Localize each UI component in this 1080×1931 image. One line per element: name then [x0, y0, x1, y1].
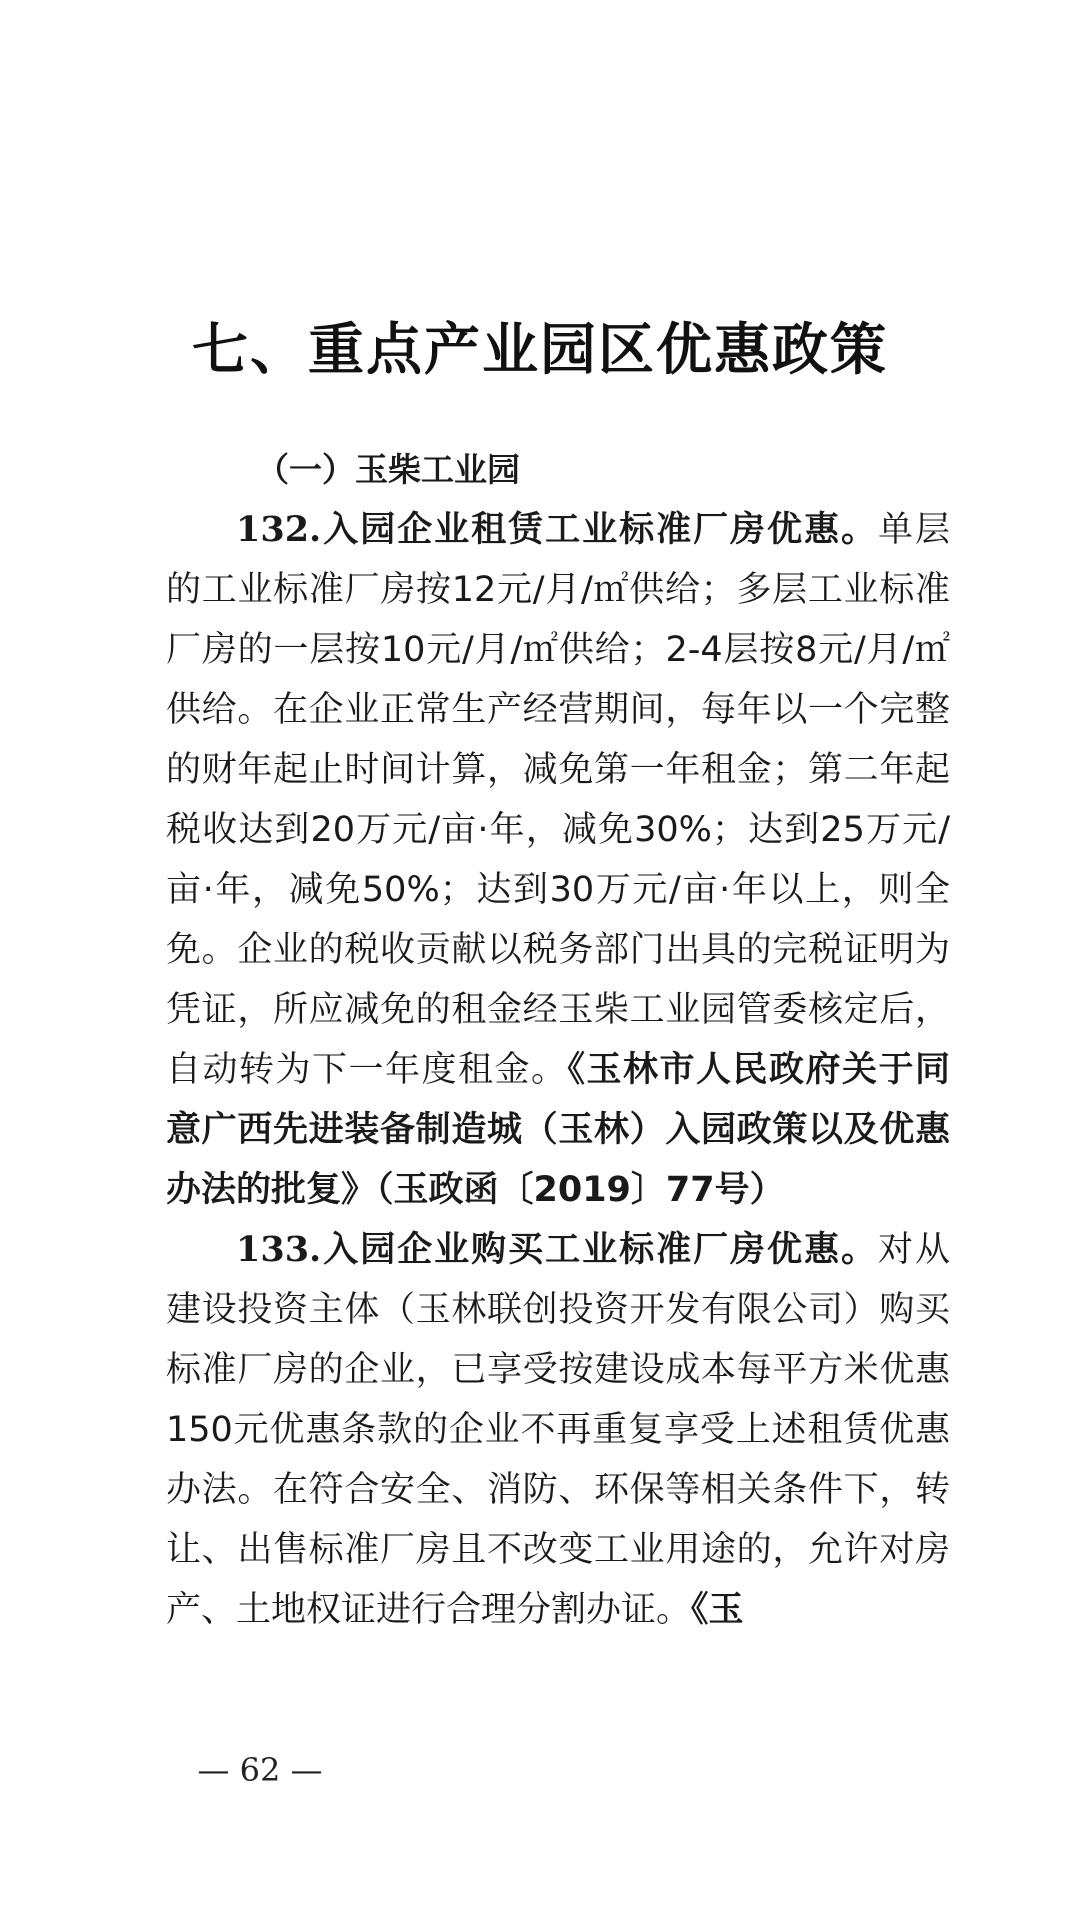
policy-item-body: 对从建设投资主体（玉林联创投资开发有限公司）购买标准厂房的企业，已享受按建设成本每平方米优惠150元优惠条款的企业不再重复享受上述租赁优惠办法。在符合安全、消防、环保等相关条件下，转让、出售标准厂房且不改变工业用途的，允许对房产、土地权证进行合理分割办证。 — [166, 1230, 950, 1630]
policy-item-body: 单层的工业标准厂房按12元/月/㎡供给；多层工业标准厂房的一层按10元/月/㎡供给；2-4层按8元/月/㎡供给。在企业正常生产经营期间，每年以一个完整的财年起止时间计算，减免第一年租金；第二年起税收达到20万元/亩·年，减免30%；达到25万元/亩·年，减免50%；达到30万元/亩·年以上，则全免。企业的税收贡献以税务部门出具的完税证明为凭证，所应减免的租金经玉柴工业园管委核定后，自动转为下一年度租金。 — [166, 510, 950, 1090]
page-number: — 62 — — [197, 1751, 323, 1789]
policy-citation: 《玉林市人民政府关于同意广西先进装备制造城（玉林）入园政策以及优惠办法的批复》（玉政函〔2019〕77号） — [166, 1050, 950, 1210]
section-heading: （一）玉柴工业园 — [256, 450, 520, 489]
policy-item-title: 133.入园企业购买工业标准厂房优惠。 — [236, 1229, 878, 1270]
page-content — [166, 440, 950, 1640]
policy-item-132 — [166, 500, 950, 1220]
policy-item-133 — [166, 1220, 950, 1640]
policy-item-title: 132.入园企业租赁工业标准厂房优惠。 — [236, 509, 878, 550]
chapter-title: 七、重点产业园区优惠政策 — [192, 317, 888, 383]
policy-citation: 《玉 — [691, 1590, 744, 1630]
